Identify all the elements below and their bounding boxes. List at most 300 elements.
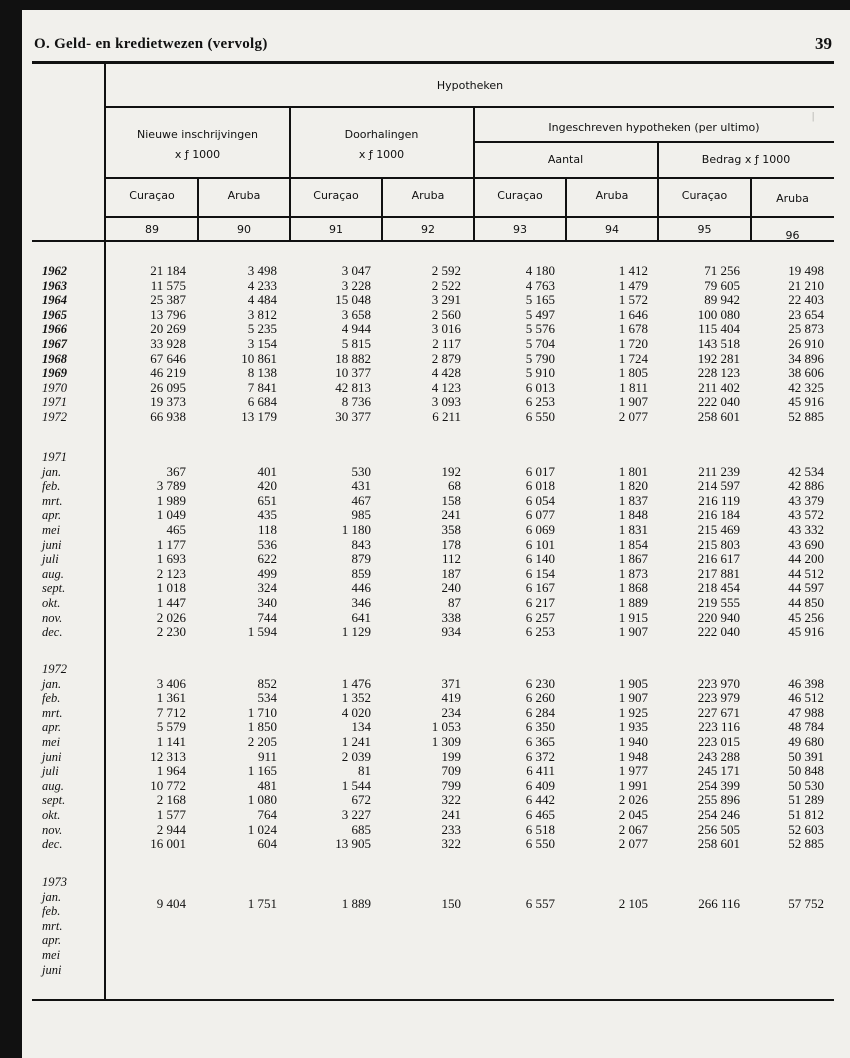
cell-col-93: 6 017 <box>525 463 555 479</box>
region-header-6: Aruba <box>595 189 629 202</box>
group-header-hypotheken: Hypotheken <box>436 79 504 92</box>
cell-col-95: 216 617 <box>697 551 740 567</box>
cell-col-96: 46 398 <box>788 675 824 691</box>
cell-col-90: 1 850 <box>247 719 277 735</box>
cell-col-90: 340 <box>257 595 277 610</box>
row-label: mrt. <box>42 493 63 508</box>
cell-col-92: 1 309 <box>431 734 461 749</box>
cell-col-96: 51 812 <box>788 807 824 822</box>
cell-col-89: 465 <box>166 522 186 537</box>
cell-col-92: 358 <box>441 522 461 537</box>
cell-col-90: 3 154 <box>247 336 277 351</box>
cell-col-96: 44 200 <box>788 551 824 567</box>
cell-col-94: 1 801 <box>618 463 648 479</box>
cell-col-89: 3 406 <box>156 675 186 691</box>
cell-col-89: 1 361 <box>156 690 186 706</box>
cell-col-96: 23 654 <box>788 306 824 322</box>
cell-col-91: 1 180 <box>341 522 371 537</box>
group-header-rule <box>106 106 834 108</box>
cell-col-91: 3 228 <box>341 277 371 293</box>
cell-col-89: 10 772 <box>150 777 186 793</box>
page-title: O. Geld- en kredietwezen (vervolg) <box>34 36 268 52</box>
row-label: 1972 <box>42 410 67 424</box>
cell-col-91: 843 <box>351 536 371 552</box>
cell-col-95: 222 040 <box>697 394 740 410</box>
cell-col-89: 5 579 <box>156 719 186 735</box>
cell-col-95: 79 605 <box>704 277 740 293</box>
cell-col-91: 81 <box>358 763 371 779</box>
cell-col-89: 2 168 <box>156 792 186 808</box>
row-label: 1967 <box>42 337 67 351</box>
group-heading-1973: 1973 <box>42 875 67 889</box>
cell-col-91: 4 944 <box>341 321 371 337</box>
cell-col-92: 192 <box>441 463 461 479</box>
cell-col-90: 1 024 <box>247 821 277 837</box>
cell-col-93: 6 054 <box>525 492 555 508</box>
cell-col-95: 217 881 <box>697 565 740 581</box>
cell-col-92: 2 560 <box>431 306 461 322</box>
cell-col-96: 50 848 <box>788 763 824 779</box>
cell-col-95: 219 555 <box>697 595 740 610</box>
cell-col-92: 419 <box>441 690 461 706</box>
cell-col-91: 18 882 <box>335 350 371 366</box>
cell-col-91: 859 <box>351 565 371 581</box>
cell-col-93: 5 790 <box>525 350 555 366</box>
row-label: 1971 <box>42 395 67 410</box>
row-label: 1962 <box>42 264 67 278</box>
cell-col-90: 622 <box>257 551 277 567</box>
registered-subheader-rule <box>474 141 834 143</box>
cell-col-93: 5 576 <box>525 321 555 337</box>
header-cancel-line2: x ƒ 1000 <box>358 148 405 161</box>
cell-col-93: 6 284 <box>525 704 555 720</box>
cell-col-92: 112 <box>441 551 461 567</box>
row-label: mei <box>42 523 61 537</box>
cell-col-90: 536 <box>257 536 277 552</box>
cell-col-90: 2 205 <box>247 734 277 749</box>
row-label: nov. <box>42 822 63 837</box>
cell-col-89: 2 944 <box>156 821 186 837</box>
cell-col-89: 20 269 <box>150 321 186 337</box>
cell-col-96: 47 988 <box>788 704 824 720</box>
cell-col-90: 6 684 <box>247 394 277 410</box>
cell-col-94: 1 915 <box>618 609 648 625</box>
cell-col-95: 218 454 <box>697 580 740 596</box>
cell-col-95: 266 116 <box>698 895 740 911</box>
cell-col-93: 6 140 <box>525 551 555 567</box>
cell-col-93: 4 180 <box>525 263 555 278</box>
cell-col-94: 1 831 <box>618 522 648 537</box>
top-rule <box>32 61 834 64</box>
row-label: jan. <box>42 676 62 691</box>
cell-col-95: 256 505 <box>697 821 740 837</box>
cell-col-90: 10 861 <box>241 350 277 366</box>
cell-col-89: 16 001 <box>150 836 186 852</box>
cell-col-92: 6 211 <box>432 409 461 424</box>
cell-col-95: 255 896 <box>697 792 740 808</box>
cell-col-93: 6 217 <box>525 595 555 610</box>
cell-col-94: 1 724 <box>618 350 648 366</box>
cell-col-92: 3 093 <box>431 394 461 410</box>
cell-col-93: 6 372 <box>525 748 555 764</box>
cell-col-93: 6 253 <box>525 394 555 410</box>
cell-col-90: 604 <box>257 836 277 852</box>
cell-col-95: 254 246 <box>697 807 740 822</box>
cell-col-90: 481 <box>257 777 277 793</box>
cell-col-95: 216 119 <box>698 492 740 508</box>
cell-col-95: 258 601 <box>697 409 740 424</box>
row-label: juni <box>42 749 62 764</box>
cell-col-95: 228 123 <box>697 365 740 381</box>
cell-col-96: 45 916 <box>788 394 824 410</box>
cell-col-94: 2 045 <box>618 807 648 822</box>
cell-col-93: 5 704 <box>525 336 555 351</box>
cell-col-92: 2 522 <box>431 277 461 293</box>
cell-col-92: 2 117 <box>432 336 461 351</box>
cell-col-91: 10 377 <box>335 365 371 381</box>
cell-col-94: 1 940 <box>618 734 648 749</box>
cell-col-90: 8 138 <box>247 365 277 381</box>
row-label: 1970 <box>42 380 67 395</box>
cell-col-94: 1 678 <box>618 321 648 337</box>
cell-col-92: 187 <box>441 565 461 581</box>
region-header-rule <box>106 177 834 179</box>
cell-col-92: 322 <box>441 792 461 808</box>
cell-col-94: 1 991 <box>618 777 648 793</box>
cell-col-95: 245 171 <box>697 763 740 779</box>
cell-col-94: 1 977 <box>618 763 648 779</box>
cell-col-95: 220 940 <box>697 609 740 625</box>
cell-col-90: 852 <box>257 675 277 691</box>
cell-col-96: 43 572 <box>788 507 824 523</box>
header-new-line2: x ƒ 1000 <box>174 148 221 161</box>
cell-col-92: 2 879 <box>431 350 461 366</box>
cell-col-92: 799 <box>441 777 461 793</box>
cell-col-94: 1 412 <box>618 263 648 278</box>
cell-col-91: 1 352 <box>341 690 371 706</box>
cell-col-89: 1 177 <box>156 536 186 552</box>
region-header-5: Curaçao <box>497 189 543 202</box>
cell-col-96: 57 752 <box>788 895 824 911</box>
header-new-line1: Nieuwe inschrijvingen <box>137 128 258 141</box>
cell-col-95: 223 015 <box>697 734 740 749</box>
cell-col-91: 13 905 <box>335 836 371 852</box>
column-number-96: 96 <box>785 229 800 242</box>
row-label: dec. <box>42 625 63 640</box>
cell-col-90: 13 179 <box>241 409 277 424</box>
cell-col-96: 38 606 <box>788 365 824 381</box>
cell-col-89: 67 646 <box>150 350 186 366</box>
cell-col-93: 5 497 <box>525 306 555 322</box>
cell-col-96: 44 512 <box>788 565 824 581</box>
cell-col-93: 6 411 <box>526 763 555 779</box>
row-label: apr. <box>42 720 62 735</box>
row-label: sept. <box>42 581 66 596</box>
cell-col-95: 222 040 <box>697 624 740 640</box>
cell-col-89: 12 313 <box>150 748 186 764</box>
cell-col-90: 3 812 <box>247 306 277 322</box>
cell-col-89: 1 577 <box>156 807 186 822</box>
cell-col-89: 2 230 <box>156 624 186 640</box>
cell-col-89: 367 <box>166 463 186 479</box>
bleed-through-mark: | <box>812 110 815 122</box>
cell-col-92: 158 <box>441 492 461 508</box>
cell-col-96: 34 896 <box>788 350 824 366</box>
cell-col-89: 13 796 <box>150 306 186 322</box>
cell-col-91: 985 <box>351 507 371 523</box>
cell-col-89: 26 095 <box>150 379 186 395</box>
cell-col-93: 6 154 <box>525 565 555 581</box>
header-cancellations <box>290 125 473 165</box>
header-registered-mortgages: Ingeschreven hypotheken (per ultimo) <box>548 121 760 134</box>
cell-col-95: 243 288 <box>697 748 740 764</box>
cell-col-93: 5 910 <box>525 365 555 381</box>
region-header-8: Aruba <box>776 192 809 205</box>
cell-col-90: 534 <box>257 690 277 706</box>
cell-col-89: 1 141 <box>156 734 186 749</box>
cell-col-96: 19 498 <box>788 263 824 278</box>
cell-col-95: 215 469 <box>697 522 740 537</box>
cell-col-89: 1 693 <box>156 551 186 567</box>
row-label: juni <box>42 537 62 552</box>
cell-col-93: 6 013 <box>525 379 555 395</box>
cell-col-96: 45 256 <box>788 609 824 625</box>
cell-col-96: 50 530 <box>788 777 824 793</box>
cell-col-95: 143 518 <box>697 336 740 351</box>
cell-col-93: 6 557 <box>525 895 555 911</box>
cell-col-91: 431 <box>351 478 371 494</box>
cell-col-93: 6 069 <box>525 522 555 537</box>
cell-col-89: 2 123 <box>156 565 186 581</box>
region-header-7: Curaçao <box>681 189 728 202</box>
header-cancel-line1: Doorhalingen <box>344 128 419 141</box>
cell-col-93: 6 550 <box>525 836 555 852</box>
cell-col-93: 6 018 <box>525 478 555 494</box>
cell-col-92: 233 <box>441 821 461 837</box>
cell-col-92: 934 <box>441 624 461 640</box>
cell-col-89: 1 018 <box>156 580 186 596</box>
row-label: 1963 <box>42 278 67 293</box>
cell-col-96: 26 910 <box>788 336 824 351</box>
cell-col-94: 1 889 <box>618 595 648 610</box>
cell-col-96: 25 873 <box>788 321 824 337</box>
cell-col-90: 4 484 <box>247 292 277 308</box>
cell-col-94: 1 646 <box>618 306 648 322</box>
cell-col-93: 6 365 <box>525 734 555 749</box>
cell-col-93: 4 763 <box>525 277 555 293</box>
cell-col-93: 6 350 <box>525 719 555 735</box>
cell-col-95: 227 671 <box>697 704 740 720</box>
cell-col-93: 6 465 <box>525 807 555 822</box>
cell-col-92: 3 016 <box>431 321 461 337</box>
cell-col-94: 1 848 <box>618 507 648 523</box>
cell-col-96: 22 403 <box>788 292 824 308</box>
cell-col-94: 1 907 <box>618 394 648 410</box>
row-label: feb. <box>42 904 61 919</box>
cell-col-91: 3 227 <box>341 807 371 822</box>
cell-col-95: 258 601 <box>697 836 740 852</box>
region-header-1: Curaçao <box>129 189 175 202</box>
row-label: mei <box>42 735 61 749</box>
row-label: juni <box>42 962 62 977</box>
cell-col-91: 1 544 <box>341 777 371 793</box>
cell-col-90: 1 165 <box>247 763 277 779</box>
cell-col-95: 214 597 <box>697 478 740 494</box>
cell-col-92: 240 <box>441 580 461 596</box>
cell-col-95: 211 402 <box>698 379 740 395</box>
cell-col-92: 322 <box>441 836 461 852</box>
cell-col-96: 44 850 <box>788 595 824 610</box>
column-number-93: 93 <box>513 223 527 236</box>
cell-col-90: 1 751 <box>247 895 277 911</box>
cell-col-91: 685 <box>351 821 371 837</box>
cell-col-92: 4 428 <box>431 365 461 381</box>
cell-col-96: 52 885 <box>788 409 824 424</box>
cell-col-95: 100 080 <box>697 306 740 322</box>
cell-col-90: 1 080 <box>247 792 277 808</box>
cell-col-91: 446 <box>351 580 371 596</box>
cell-col-95: 254 399 <box>697 777 740 793</box>
cell-col-91: 879 <box>351 551 371 567</box>
cell-col-89: 25 387 <box>150 292 186 308</box>
cell-col-96: 42 534 <box>788 463 824 479</box>
row-label: jan. <box>42 889 62 904</box>
cell-col-91: 42 813 <box>335 379 371 395</box>
row-label: feb. <box>42 479 61 494</box>
cell-col-95: 216 184 <box>697 507 740 523</box>
cell-col-95: 89 942 <box>704 292 740 308</box>
cell-col-94: 2 026 <box>618 792 648 808</box>
cell-col-91: 8 736 <box>341 394 371 410</box>
bottom-rule <box>32 999 834 1001</box>
header-new-registrations <box>106 125 289 165</box>
row-label: sept. <box>42 793 66 808</box>
cell-col-90: 1 710 <box>247 704 277 720</box>
column-number-95: 95 <box>697 223 712 236</box>
cell-col-93: 6 230 <box>525 675 555 691</box>
row-label: 1964 <box>42 293 67 308</box>
cell-col-93: 6 518 <box>525 821 555 837</box>
cell-col-94: 1 572 <box>618 292 648 308</box>
row-label: mei <box>42 948 61 962</box>
cell-col-89: 1 447 <box>156 595 186 610</box>
cell-col-92: 2 592 <box>431 263 461 278</box>
row-label: okt. <box>42 596 61 610</box>
cell-col-95: 211 239 <box>698 463 740 479</box>
cell-col-93: 5 165 <box>525 292 555 308</box>
column-number-91: 91 <box>329 223 343 236</box>
cell-col-89: 19 373 <box>150 394 186 410</box>
cell-col-91: 346 <box>351 595 371 610</box>
page-number: 39 <box>815 34 832 53</box>
cell-col-92: 371 <box>441 675 461 691</box>
cell-col-96: 49 680 <box>788 734 824 749</box>
cell-col-90: 764 <box>257 807 277 822</box>
cell-col-90: 435 <box>257 507 277 523</box>
cell-col-92: 3 291 <box>431 292 461 308</box>
colno-bottom-rule <box>32 240 834 242</box>
cell-col-89: 1 989 <box>156 492 186 508</box>
cell-col-96: 52 885 <box>788 836 824 852</box>
row-label: 1969 <box>42 366 67 381</box>
cell-col-92: 178 <box>441 536 461 552</box>
cell-col-96: 45 916 <box>788 624 824 640</box>
cell-col-96: 21 210 <box>788 277 824 293</box>
cell-col-90: 499 <box>257 565 277 581</box>
cell-col-94: 1 948 <box>618 748 648 764</box>
cell-col-94: 1 811 <box>619 379 648 395</box>
cell-col-94: 1 854 <box>618 536 648 552</box>
cell-col-94: 1 837 <box>618 492 648 508</box>
cell-col-90: 7 841 <box>247 379 277 395</box>
cell-col-96: 52 603 <box>788 821 824 837</box>
cell-col-94: 1 867 <box>618 551 648 567</box>
cell-col-90: 420 <box>257 478 277 494</box>
region-header-3: Curaçao <box>313 189 359 202</box>
cell-col-94: 1 805 <box>618 365 648 381</box>
row-label: mrt. <box>42 918 63 933</box>
row-label: juli <box>42 552 59 567</box>
row-label: 1966 <box>42 322 67 337</box>
cell-col-91: 4 020 <box>341 704 371 720</box>
cell-col-93: 6 253 <box>525 624 555 640</box>
cell-col-93: 6 409 <box>525 777 555 793</box>
cell-col-91: 15 048 <box>335 292 371 308</box>
cell-col-91: 30 377 <box>335 409 371 424</box>
cell-col-89: 1 964 <box>156 763 186 779</box>
cell-col-95: 223 979 <box>697 690 740 706</box>
cell-col-91: 1 889 <box>341 895 371 911</box>
cell-col-90: 5 235 <box>247 321 277 337</box>
cell-col-96: 44 597 <box>788 580 824 596</box>
cell-col-92: 199 <box>441 748 461 764</box>
cell-col-94: 1 907 <box>618 690 648 706</box>
cell-col-96: 43 690 <box>788 536 824 552</box>
cell-col-93: 6 442 <box>525 792 555 808</box>
cell-col-94: 1 720 <box>618 336 648 351</box>
cell-col-94: 1 925 <box>618 704 648 720</box>
cell-col-96: 51 289 <box>788 792 824 808</box>
cell-col-95: 115 404 <box>698 321 740 337</box>
row-label: apr. <box>42 508 62 523</box>
cell-col-90: 1 594 <box>247 624 277 640</box>
cell-col-96: 48 784 <box>788 719 824 735</box>
column-number-92: 92 <box>421 223 435 236</box>
cell-col-93: 6 257 <box>525 609 555 625</box>
cell-col-92: 241 <box>441 507 461 523</box>
group-heading-1972: 1972 <box>42 662 67 676</box>
cell-col-91: 3 047 <box>341 263 371 278</box>
row-label: nov. <box>42 610 63 625</box>
row-label: juli <box>42 764 59 779</box>
cell-col-90: 324 <box>257 580 277 596</box>
cell-col-94: 1 873 <box>618 565 648 581</box>
cell-col-89: 11 575 <box>150 277 186 293</box>
cell-col-93: 6 101 <box>525 536 555 552</box>
cell-col-90: 118 <box>257 522 277 537</box>
cell-col-89: 21 184 <box>150 263 186 278</box>
region-header-2: Aruba <box>227 189 261 202</box>
cell-col-92: 709 <box>441 763 461 779</box>
cell-col-89: 7 712 <box>156 704 186 720</box>
cell-col-95: 223 116 <box>698 719 740 735</box>
header-count: Aantal <box>547 153 584 166</box>
cell-col-92: 4 123 <box>431 379 461 395</box>
cell-col-94: 1 905 <box>618 675 648 691</box>
row-label: jan. <box>42 464 62 479</box>
column-number-90: 90 <box>237 223 251 236</box>
cell-col-92: 87 <box>448 595 461 610</box>
